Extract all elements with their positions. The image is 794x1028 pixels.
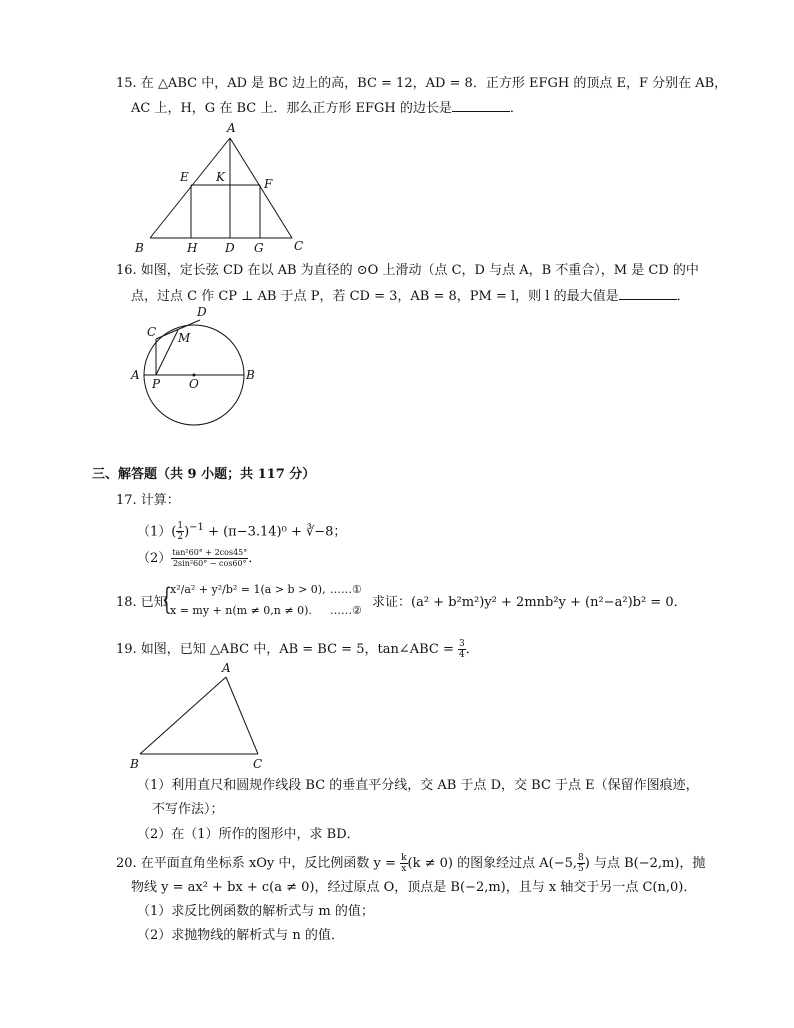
q15-label-a: A [227,121,236,135]
q15-label-f: F [264,177,273,191]
section-3-title: 三、解答题（共 9 小题；共 117 分） [92,467,316,482]
q16-line2-end: ． [676,289,690,304]
q17-part1-exponent: −1 [189,522,204,533]
q19-frac-den: 4 [459,650,465,660]
q17-part1-rest: + (π−3.14)⁰ + ∛−8； [208,524,347,540]
q17-part2-end: ． [248,551,262,566]
q15-label-k: K [216,170,225,184]
q16-line1: 16. 如图，定长弦 CD 在以 AB 为直径的 ⊙O 上滑动（点 C，D 与点 A，B 不重合），M 是 CD 的中 [116,263,699,278]
q16-circle-figure [125,304,275,454]
q19-side-ac [226,677,258,754]
q20-frac-a-num: 8 [578,853,584,863]
q19-label-c: C [253,757,263,771]
q17-part1-label: （1） [137,524,172,540]
q18-head: 18. 已知 [116,595,167,610]
q15-side-ac [230,138,292,238]
q20-line1-b: (k ≠ 0) 的图象经过点 A(−5, [407,856,578,871]
q18-mark2: ……② [330,604,362,617]
q19-tan-fraction [458,639,466,660]
q19-head [116,639,479,660]
q17-part1-frac-num: 1 [177,521,184,532]
q18-eq1: x²/a² + y²/b² = 1(a > b > 0), [170,583,326,596]
q17-part2-fraction [171,548,248,569]
q20-frac-a-den: 5 [578,864,584,874]
q16-label-d: D [197,305,207,319]
q17-part1-frac-den: 2 [177,532,184,543]
q20-point-a-fraction [577,853,585,874]
q20-line1-a: 20. 在平面直角坐标系 xOy 中，反比例函数 y = [116,856,396,871]
q19-head-end: ． [465,642,479,657]
q18-eq2: x = my + n(m ≠ 0,n ≠ 0). [170,604,312,617]
q15-label-d: D [225,241,235,255]
q15-line1: 15. 在 △ABC 中，AD 是 BC 边上的高，BC = 12，AD = 8．正方形 EFGH 的顶点 E，F 分别在 AB， [116,76,728,91]
q18-mark1: ……① [330,583,362,596]
q15-label-e: E [180,170,189,184]
q20-part2: （2）求抛物线的解析式与 n 的值． [137,928,344,943]
q15-answer-blank [452,99,510,112]
q15-triangle-figure [130,118,310,258]
q20-line1-c: ) 与点 B(−2,m)，抛 [584,856,706,871]
q19-part2: （2）在（1）所作的图形中，求 BD． [137,827,360,842]
q15-line2 [131,99,523,118]
q16-segment-pm [156,330,178,375]
q17-part2-denominator: 2sin²60° − cos60° [172,559,247,568]
q20-line1 [116,853,705,874]
q19-side-ab [140,677,226,754]
q19-frac-num: 3 [459,639,465,649]
q17-part2-label: （2） [137,551,172,566]
q20-kx-fraction [400,853,407,874]
q18-prove: 求证：(a² + b²m²)y² + 2mnb²y + (n²−a²)b² = 0． [372,595,687,610]
q16-label-p: P [152,377,161,391]
q17-head: 17. 计算： [116,493,180,508]
q17-part1: （1）( $\frac{1}{2}$ )$^{-1}$ + (π−3.14)⁰ + ∛−8； [137,521,347,543]
q17-part1-fraction [176,521,184,542]
q19-label-a: A [222,661,231,675]
q16-answer-blank [619,287,677,300]
q18-system-brace: { [162,582,172,617]
q17-part2-numerator: tan²60° + 2cos45° [172,548,248,557]
q16-label-b: B [246,368,255,382]
q20-frac-x: x [401,864,407,874]
q15-label-b: B [135,241,144,255]
q17-part2 [137,548,261,569]
q20-frac-k: k [401,853,407,863]
q15-label-c: C [294,239,304,253]
q19-head-text: 19. 如图，已知 △ABC 中，AB = BC = 5，tan∠ABC = [116,642,454,657]
q15-side-ab [150,138,230,238]
q16-label-a: A [131,368,140,382]
q15-line2-end: ． [509,101,523,116]
q19-part1-a: （1）利用直尺和圆规作线段 BC 的垂直平分线，交 AB 于点 D，交 BC 于点 E（保留作图痕迹， [137,778,699,793]
q16-label-m: M [178,331,191,345]
q15-label-g: G [254,241,264,255]
q16-label-o: O [189,377,199,391]
q15-line2-text: AC 上，H，G 在 BC 上．那么正方形 EFGH 的边长是 [131,101,452,116]
q15-label-h: H [187,241,198,255]
q20-line2: 物线 y = ax² + bx + c(a ≠ 0)，经过原点 O，顶点是 B(−2,m)，且与 x 轴交于另一点 C(n,0)． [131,880,697,895]
q20-part1: （1）求反比例函数的解析式与 m 的值； [137,904,374,919]
q16-line2-text: 点，过点 C 作 CP ⊥ AB 于点 P，若 CD = 3，AB = 8，PM = l，则 l 的最大值是 [131,289,619,304]
q19-label-b: B [130,757,139,771]
q19-triangle-figure [128,660,278,772]
q19-part1-b: 不写作法）； [152,802,224,817]
q16-label-c: C [147,325,157,339]
